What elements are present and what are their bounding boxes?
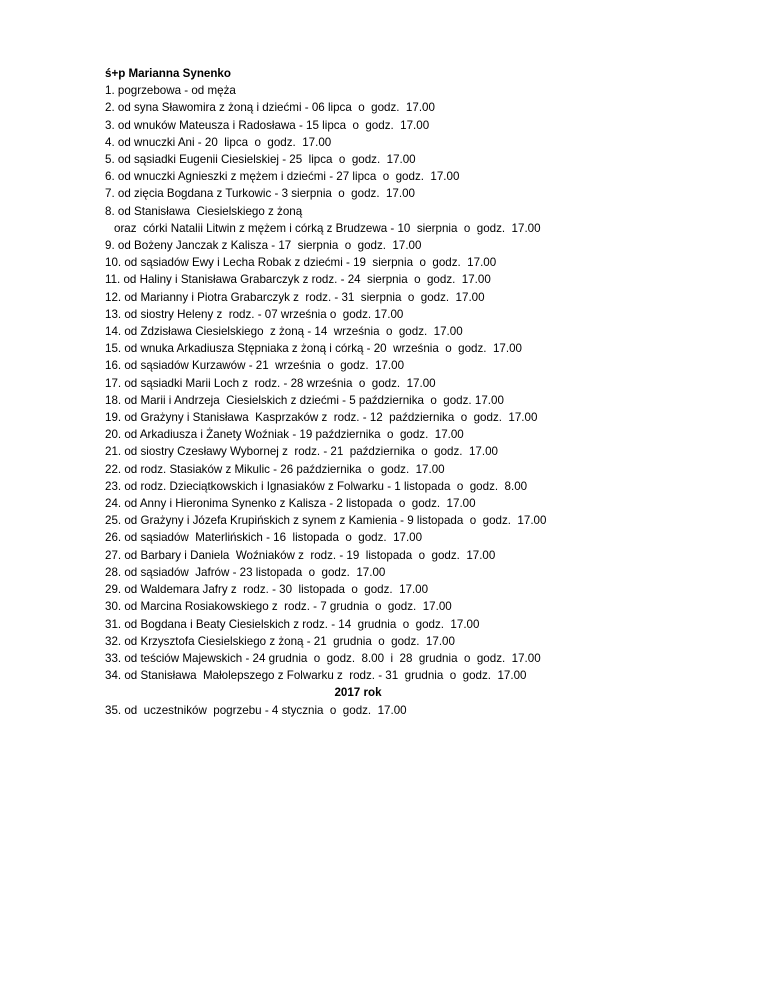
list-item: 29. od Waldemara Jafry z rodz. - 30 listopada o godz. 17.00 xyxy=(105,583,429,597)
list-item: 30. od Marcina Rosiakowskiego z rodz. - 7 grudnia o godz. 17.00 xyxy=(105,600,452,614)
list-item: oraz córki Natalii Litwin z mężem i córką z Brudzewa - 10 sierpnia o godz. 17.00 xyxy=(114,221,541,235)
list-item: 16. od sąsiadów Kurzawów - 21 września o godz. 17.00 xyxy=(105,359,405,373)
list-item: 9. od Bożeny Janczak z Kalisza - 17 sierpnia o godz. 17.00 xyxy=(105,239,422,253)
list-item: 26. od sąsiadów Materlińskich - 16 listopada o godz. 17.00 xyxy=(105,531,423,545)
list-item: 14. od Zdzisława Ciesielskiego z żoną - 14 września o godz. 17.00 xyxy=(105,325,463,339)
year-heading: 2017 rok xyxy=(334,686,382,700)
list-item: 2. od syna Sławomira z żoną i dziećmi - 06 lipca o godz. 17.00 xyxy=(105,101,435,115)
list-item: 25. od Grażyny i Józefa Krupińskich z synem z Kamienia - 9 listopada o godz. 17.00 xyxy=(105,514,547,528)
list-item: 6. od wnuczki Agnieszki z mężem i dziećmi - 27 lipca o godz. 17.00 xyxy=(105,170,460,184)
list-item: 19. od Grażyny i Stanisława Kasprzaków z rodz. - 12 października o godz. 17.00 xyxy=(105,411,538,425)
document-content xyxy=(105,65,715,719)
list-item: 35. od uczestników pogrzebu - 4 stycznia o godz. 17.00 xyxy=(105,703,407,717)
list-item: 10. od sąsiadów Ewy i Lecha Robak z dziećmi - 19 sierpnia o godz. 17.00 xyxy=(105,256,497,270)
list-item: 20. od Arkadiusza i Żanety Woźniak - 19 października o godz. 17.00 xyxy=(105,428,464,442)
list-item: 34. od Stanisława Małolepszego z Folwarku z rodz. - 31 grudnia o godz. 17.00 xyxy=(105,669,527,683)
list-item: 8. od Stanisława Ciesielskiego z żoną xyxy=(105,204,303,218)
list-item: 17. od sąsiadki Marii Loch z rodz. - 28 września o godz. 17.00 xyxy=(105,376,436,390)
list-item: 18. od Marii i Andrzeja Ciesielskich z dziećmi - 5 października o godz. 17.00 xyxy=(105,393,504,407)
list-item: 33. od teściów Majewskich - 24 grudnia o godz. 8.00 i 28 grudnia o godz. 17.00 xyxy=(105,651,541,665)
list-item: 31. od Bogdana i Beaty Ciesielskich z rodz. - 14 grudnia o godz. 17.00 xyxy=(105,617,480,631)
list-item: 11. od Haliny i Stanisława Grabarczyk z rodz. - 24 sierpnia o godz. 17.00 xyxy=(105,273,491,287)
mass-intentions-list xyxy=(105,82,715,684)
list-item: 22. od rodz. Stasiaków z Mikulic - 26 października o godz. 17.00 xyxy=(105,462,445,476)
list-item: 23. od rodz. Dzieciątkowskich i Ignasiaków z Folwarku - 1 listopada o godz. 8.00 xyxy=(105,479,528,493)
list-item: 28. od sąsiadów Jafrów - 23 listopada o godz. 17.00 xyxy=(105,565,386,579)
list-item: 1. pogrzebowa - od męża xyxy=(105,84,236,98)
list-item: 32. od Krzysztofa Ciesielskiego z żoną - 21 grudnia o godz. 17.00 xyxy=(105,634,455,648)
list-item: 7. od zięcia Bogdana z Turkowic - 3 sierpnia o godz. 17.00 xyxy=(105,187,415,201)
list-item: 3. od wnuków Mateusza i Radosława - 15 lipca o godz. 17.00 xyxy=(105,118,430,132)
list-item: 5. od sąsiadki Eugenii Ciesielskiej - 25 lipca o godz. 17.00 xyxy=(105,153,416,167)
list-item: 21. od siostry Czesławy Wybornej z rodz. - 21 października o godz. 17.00 xyxy=(105,445,498,459)
list-item: 24. od Anny i Hieronima Synenko z Kalisza - 2 listopada o godz. 17.00 xyxy=(105,497,476,511)
list-item: 27. od Barbary i Daniela Woźniaków z rodz. - 19 listopada o godz. 17.00 xyxy=(105,548,496,562)
list-item: 13. od siostry Heleny z rodz. - 07 września o godz. 17.00 xyxy=(105,307,404,321)
list-item: 4. od wnuczki Ani - 20 lipca o godz. 17.00 xyxy=(105,135,332,149)
list-item: 12. od Marianny i Piotra Grabarczyk z rodz. - 31 sierpnia o godz. 17.00 xyxy=(105,290,485,304)
document-title: ś+p Marianna Synenko xyxy=(105,67,231,80)
list-item: 15. od wnuka Arkadiusza Stępniaka z żoną i córką - 20 września o godz. 17.00 xyxy=(105,342,522,356)
